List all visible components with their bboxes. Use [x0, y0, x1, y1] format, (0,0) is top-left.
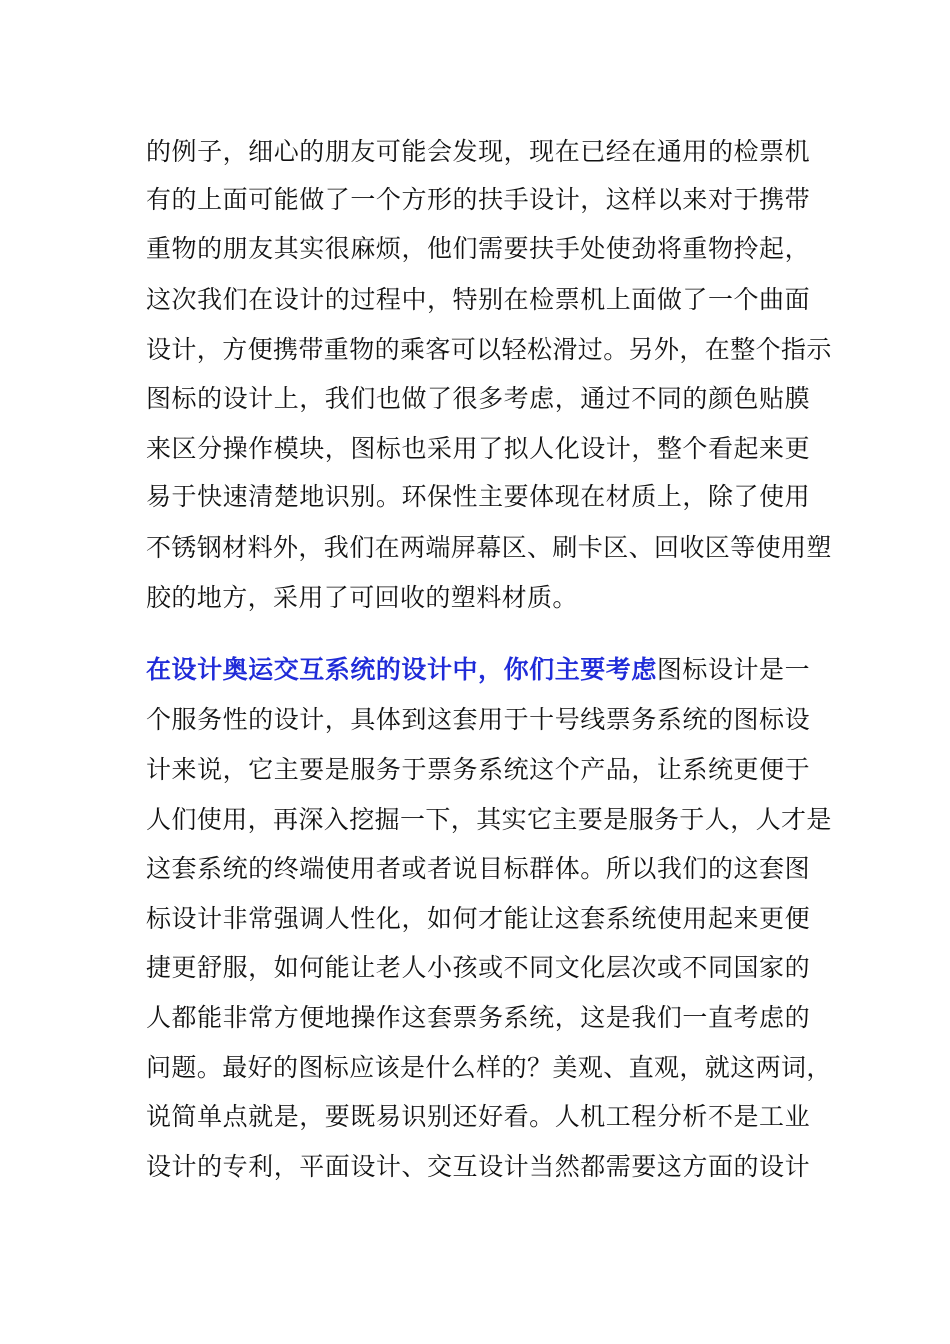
paragraph-1-line: 设计，方便携带重物的乘客可以轻松滑过。另外，在整个指示: [146, 335, 832, 364]
paragraph-1-line: 重物的朋友其实很麻烦，他们需要扶手处使劲将重物拎起，: [146, 234, 810, 263]
paragraph-2-line: 人都能非常方便地操作这套票务系统，这是我们一直考虑的: [146, 1003, 810, 1032]
paragraph-2-line: 个服务性的设计，具体到这套用于十号线票务系统的图标设: [146, 705, 810, 734]
paragraph-2-line: 计来说，它主要是服务于票务系统这个产品，让系统更便于: [146, 755, 810, 784]
paragraph-1-line: 来区分操作模块，图标也采用了拟人化设计，整个看起来更: [146, 434, 810, 463]
paragraph-1-last-line: 胶的地方，采用了可回收的塑料材质。: [146, 583, 578, 612]
paragraph-2-line: 人们使用，再深入挖掘一下，其实它主要是服务于人，人才是: [146, 805, 832, 834]
paragraph-1-line: 这次我们在设计的过程中，特别在检票机上面做了一个曲面: [146, 285, 810, 314]
paragraph-1-line: 的例子，细心的朋友可能会发现，现在已经在通用的检票机: [146, 137, 810, 166]
paragraph-2-line: 这套系统的终端使用者或者说目标群体。所以我们的这套图: [146, 854, 810, 883]
paragraph-1-line: 易于快速清楚地识别。环保性主要体现在材质上，除了使用: [146, 482, 810, 511]
paragraph-1-line: 不锈钢材料外，我们在两端屏幕区、刷卡区、回收区等使用塑: [146, 533, 832, 562]
paragraph-2-line: 标设计非常强调人性化，如何才能让这套系统使用起来更便: [146, 904, 810, 933]
paragraph-2-line: 说简单点就是，要既易识别还好看。人机工程分析不是工业: [146, 1102, 810, 1131]
answer-start: 图标设计是一: [656, 655, 810, 684]
paragraph-2-line: 问题。最好的图标应该是什么样的？美观、直观，就这两词，: [146, 1053, 832, 1082]
paragraph-2-line: 捷更舒服，如何能让老人小孩或不同文化层次或不同国家的: [146, 953, 810, 982]
interview-question: 在设计奥运交互系统的设计中，你们主要考虑: [146, 655, 657, 684]
paragraph-1-line: 有的上面可能做了一个方形的扶手设计，这样以来对于携带: [146, 185, 810, 214]
paragraph-1-line: 图标的设计上，我们也做了很多考虑，通过不同的颜色贴膜: [146, 384, 810, 413]
paragraph-2-first-line: [146, 655, 810, 685]
paragraph-2-line: 设计的专利，平面设计、交互设计当然都需要这方面的设计: [146, 1152, 810, 1181]
